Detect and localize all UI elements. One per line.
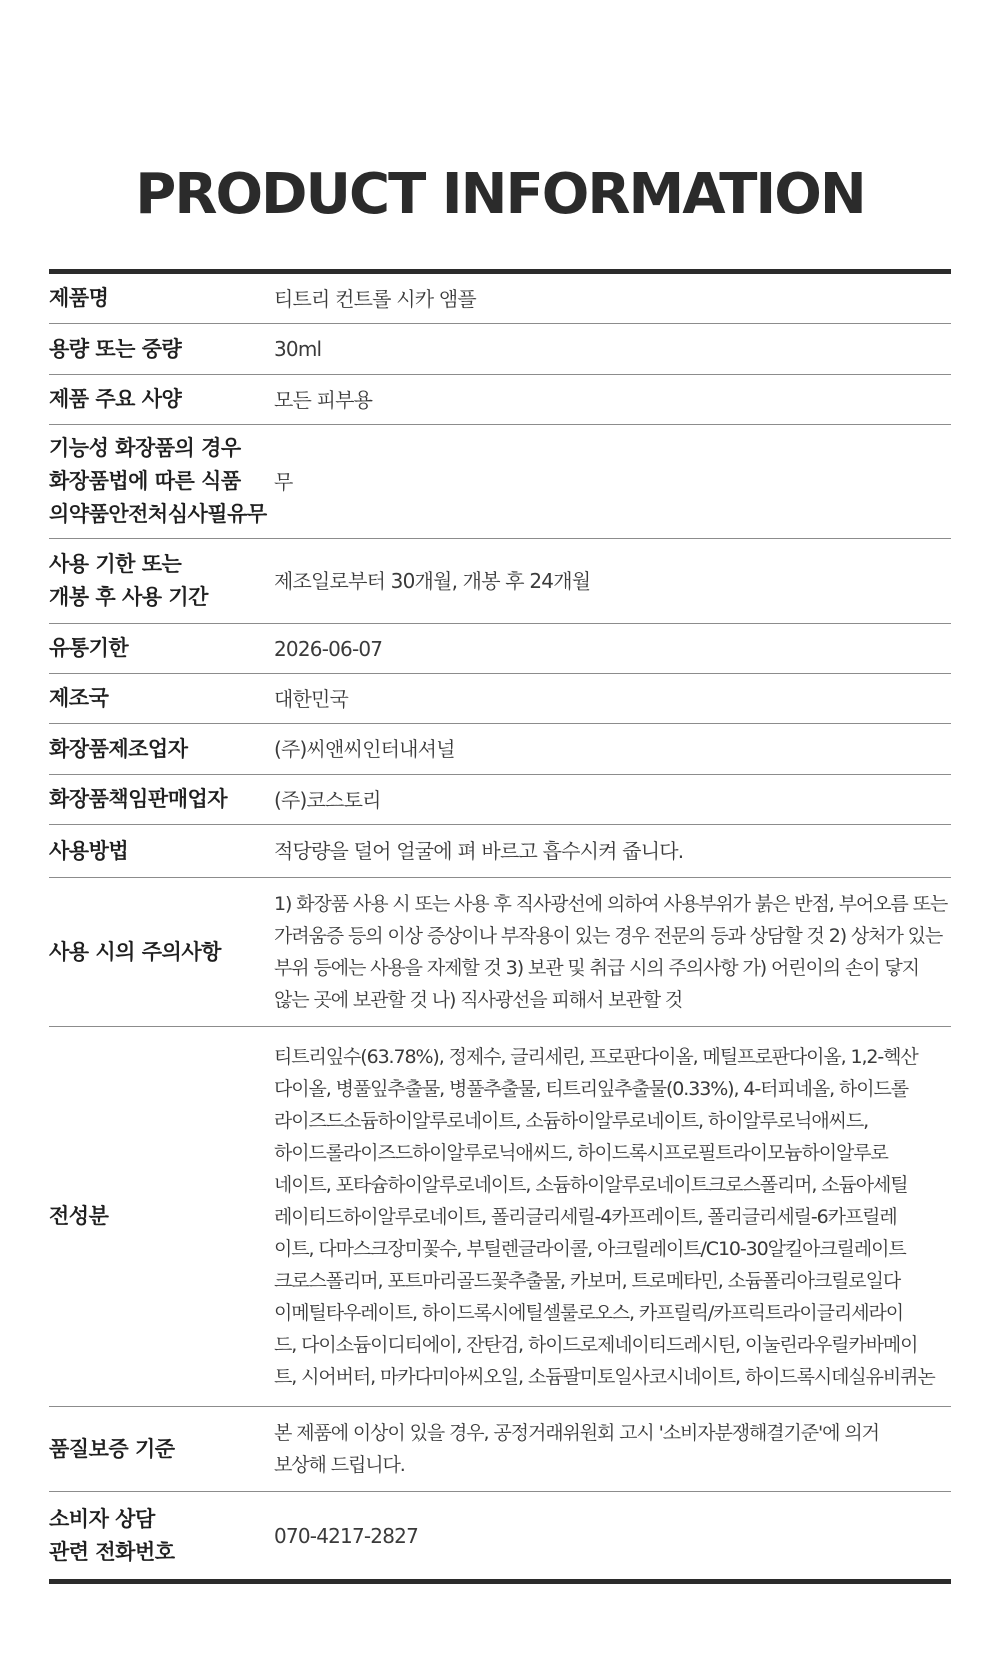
row-value: 070-4217-2827 xyxy=(274,1523,419,1548)
row-label: 사용 시의 주의사항 xyxy=(49,939,221,964)
row-value: 30ml xyxy=(274,337,322,361)
row-value: 무 xyxy=(274,469,293,494)
table-row-precautions xyxy=(49,878,951,1027)
row-value: (주)코스토리 xyxy=(274,787,381,812)
row-label: 소비자 상담 관련 전화번호 xyxy=(49,1506,175,1564)
row-value: 본 제품에 이상이 있을 경우, 공정거래위원회 고시 '소비자분쟁해결기준'에 의거 보상해 드립니다. xyxy=(274,1422,879,1476)
row-label: 제품 주요 사양 xyxy=(49,387,182,411)
table-row-country xyxy=(49,674,951,724)
row-label: 제품명 xyxy=(49,286,109,310)
row-label: 사용 기한 또는 개봉 후 사용 기간 xyxy=(49,552,208,609)
table-row-product-name xyxy=(49,274,951,324)
table-row-expiration-date xyxy=(49,624,951,674)
row-label: 용량 또는 중량 xyxy=(49,336,182,361)
row-label: 사용방법 xyxy=(49,838,129,863)
row-label: 화장품책임판매업자 xyxy=(49,787,228,811)
table-row-usage xyxy=(49,825,951,878)
row-value: 1) 화장품 사용 시 또는 사용 후 직사광선에 의하여 사용부위가 붉은 반점, 부어오름 또는 가려움증 등의 이상 증상이나 부작용이 있는 경우 전문의 등과 상담할 것 2) 상처가 있는 부위 등에는 사용을 자제할 것 3) 보관 및 취급 시의 주의사항 가) 어린이의 손이 닿지 않는 곳에 보관할 것 나) 직사광선을 피해서 보관할 것 xyxy=(274,893,948,1011)
table-row-quality-assurance xyxy=(49,1407,951,1492)
row-label: 유통기한 xyxy=(49,636,129,660)
table-row-main-spec xyxy=(49,375,951,425)
row-value: 티트리잎수(63.78%), 정제수, 글리세린, 프로판다이올, 메틸프로판다이올, 1,2-헥산 다이올, 병풀잎추출물, 병풀추출물, 티트리잎추출물(0.33%), 4-터피네올, 하이드롤 라이즈드소듐하이알루로네이트, 소듐하이알루로네이트, 하이알루로닉애씨드, 하이드롤라이즈드하이알루로닉애씨드, 하이드록시프로필트라이모늄하이알루로 네이트, 포타슘하이알루로네이트, 소듐하이알루로네이트크로스폴리머, 소듐아세틸 레이티드하이알루로네이트, 폴리글리세릴-4카프레이트, 폴리글리세릴-6카프릴레 이트, 다마스크장미꽃수, 부틸렌글라이콜, 아크릴레이트/C10-30알킬아크릴레이트 크로스폴리머, 포트마리골드꽃추출물, 카보머, 트로메타민, 소듐폴리아크릴로일다 이메틸타우레이트, 하이드록시에틸셀룰로오스, 카프릴릭/카프릭트라이글리세라이 드, 다이소듐이디티에이, 잔탄검, 하이드로제네이티드레시틴, 이눌린라우릴카바메이 트, 시어버터, 마카다미아씨오일, 소듐팔미토일사코시네이트, 하이드록시데실유비퀴논 xyxy=(274,1045,935,1388)
table-row-distributor xyxy=(49,775,951,825)
row-value: 제조일로부터 30개월, 개봉 후 24개월 xyxy=(274,569,591,593)
table-row-expiry-period xyxy=(49,539,951,624)
table-row-volume xyxy=(49,324,951,375)
row-value: 적당량을 덜어 얼굴에 펴 바르고 흡수시켜 줍니다. xyxy=(274,839,684,863)
table-row-manufacturer xyxy=(49,724,951,775)
row-label: 제조국 xyxy=(49,686,109,710)
table-row-consumer-phone xyxy=(49,1492,951,1579)
row-value: 티트리 컨트롤 시카 앰플 xyxy=(274,286,476,311)
row-value: (주)씨앤씨인터내셔널 xyxy=(274,737,455,761)
row-label: 기능성 화장품의 경우 화장품법에 따른 식품 의약품안전처심사필유무 xyxy=(49,436,267,526)
page-title: PRODUCT INFORMATION xyxy=(135,162,865,227)
row-label: 화장품제조업자 xyxy=(49,736,188,761)
row-value: 대한민국 xyxy=(274,686,349,711)
row-value: 2026-06-07 xyxy=(274,636,383,661)
row-value: 모든 피부용 xyxy=(274,387,373,412)
row-label: 품질보증 기준 xyxy=(49,1436,175,1461)
product-info-table xyxy=(49,269,951,1584)
table-row-functional-review xyxy=(49,425,951,539)
row-label: 전성분 xyxy=(49,1204,109,1228)
table-row-ingredients xyxy=(49,1027,951,1407)
